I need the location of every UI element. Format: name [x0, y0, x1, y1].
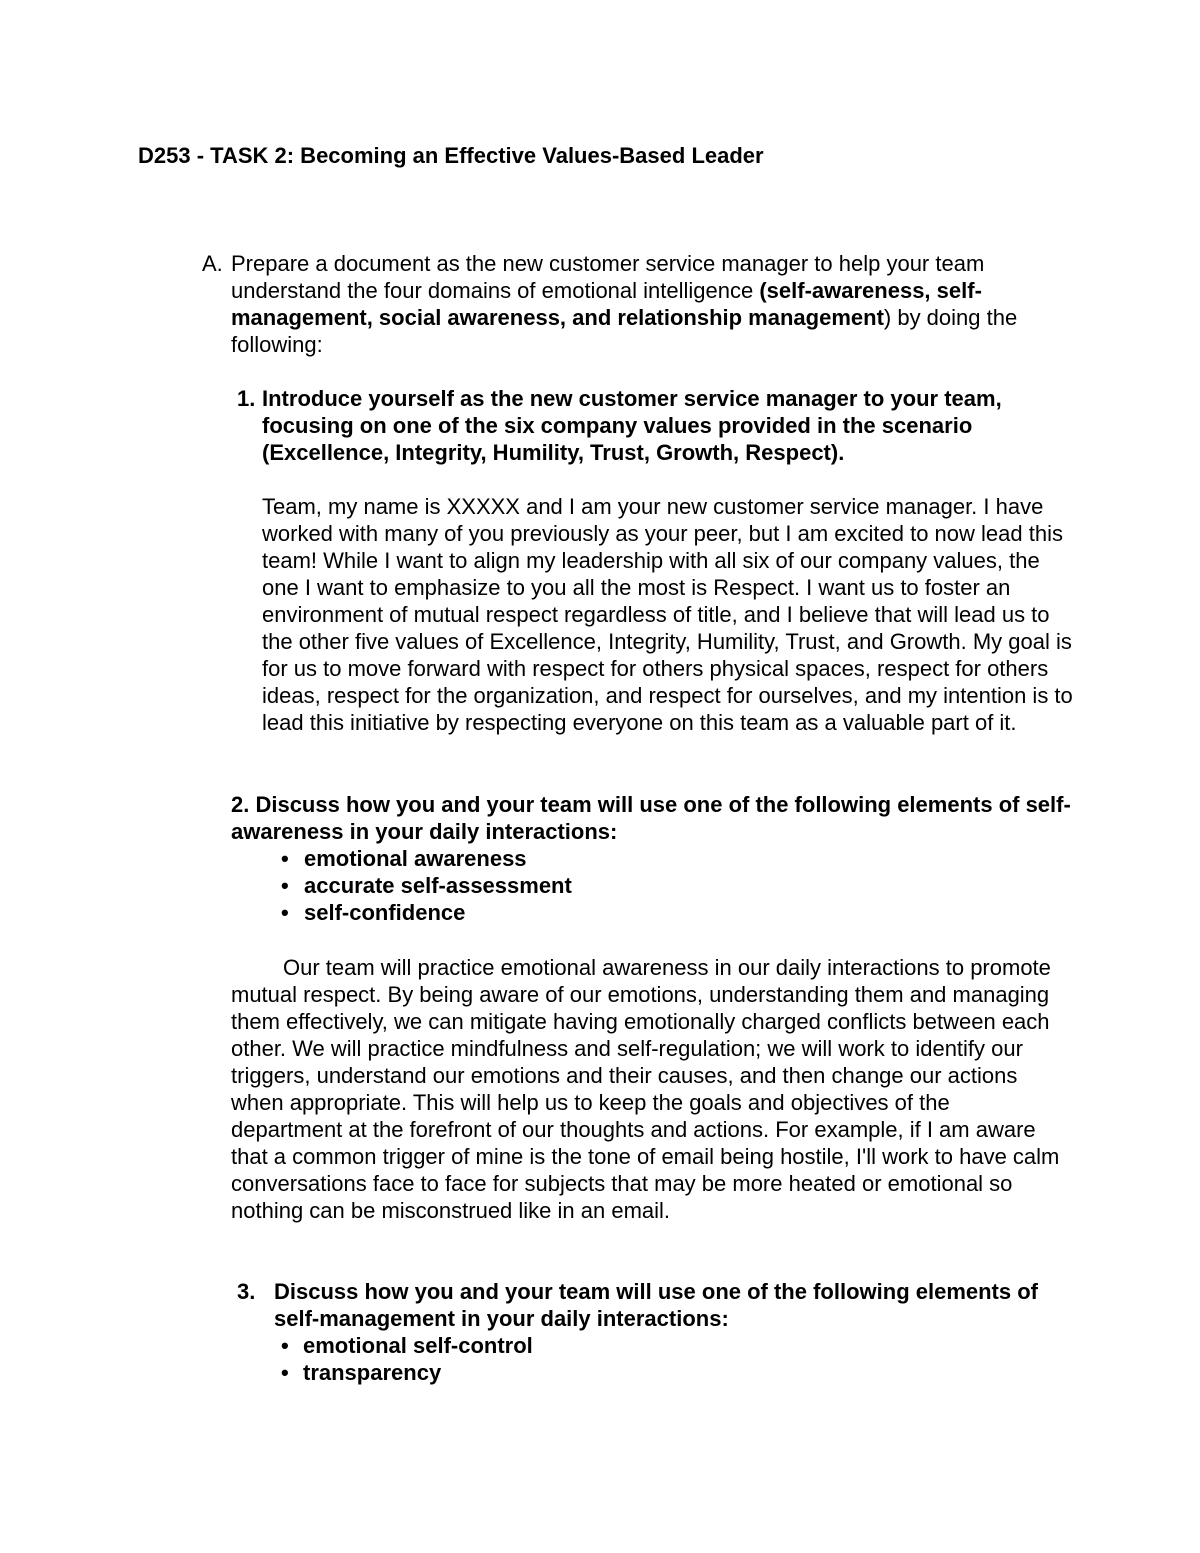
document-title: D253 - TASK 2: Becoming an Effective Values-Based Leader	[138, 143, 764, 168]
question-3-number: 3.	[237, 1279, 256, 1304]
bullet-icon: •	[281, 873, 289, 898]
bullet-item	[231, 872, 1081, 899]
section-a-text-after: ) by doing the following:	[231, 305, 1018, 357]
section-a-text-bold: (self-awareness, self-management, social awareness, and relationship management	[231, 278, 982, 330]
section-a-text-before: Prepare a document as the new customer service manager to help your team understand the four domains of emotional intelligence	[231, 251, 985, 303]
question-3-bullets	[237, 1332, 1082, 1386]
question-2-prompt: 2. Discuss how you and your team will use one of the following elements of self-awareness in your daily interactions:	[231, 792, 1071, 844]
question-2-bullets	[231, 845, 1081, 926]
question-1-prompt: Introduce yourself as the new customer service manager to your team, focusing on one of the six company values provided in the scenario (Excellence, Integrity, Humility, Trust, Growth, Respect).	[262, 386, 1002, 465]
section-a-marker: A.	[202, 251, 223, 276]
bullet-text: emotional awareness	[304, 846, 527, 871]
bullet-item	[237, 1332, 1082, 1359]
answer-2-text: Our team will practice emotional awareness in our daily interactions to promote mutual respect. By being aware of our emotions, understanding them and managing them effectively, we can mitigate having emotionally charged conflicts between each other. We will practice mindfulness and self-regulation; we will work to identify our triggers, understand our emotions and their causes, and then change our actions when appropriate. This will help us to keep the goals and objectives of the department at the forefront of our thoughts and actions. For example, if I am aware that a common trigger of mine is the tone of email being hostile, I'll work to have calm conversations face to face for subjects that may be more heated or emotional so nothing can be misconstrued like in an email.	[231, 955, 1060, 1223]
section-a-text	[231, 250, 1051, 358]
bullet-icon: •	[281, 846, 289, 871]
question-3	[237, 1278, 1082, 1386]
bullet-icon: •	[281, 1360, 289, 1385]
answer-1: Team, my name is XXXXX and I am your new customer service manager. I have worked with many of you previously as your peer, but I am excited to now lead this team! While I want to align my leadership with all six of our company values, the one I want to emphasize to you all the most is Respect. I want us to foster an environment of mutual respect regardless of title, and I believe that will lead us to the other five values of Excellence, Integrity, Humility, Trust, and Growth. My goal is for us to move forward with respect for others physical spaces, respect for others ideas, respect for the organization, and respect for ourselves, and my intention is to lead this initiative by respecting everyone on this team as a valuable part of it.	[262, 494, 1073, 735]
section-a	[202, 250, 1082, 358]
bullet-text: emotional self-control	[303, 1333, 533, 1358]
bullet-text: transparency	[303, 1360, 442, 1385]
answer-2	[231, 954, 1066, 1224]
question-1	[237, 385, 1077, 466]
question-1-number: 1.	[237, 386, 256, 411]
bullet-text: accurate self-assessment	[304, 873, 572, 898]
bullet-icon: •	[281, 900, 289, 925]
bullet-text: self-confidence	[304, 900, 466, 925]
bullet-item	[231, 845, 1081, 872]
bullet-item	[237, 1359, 1082, 1386]
question-2	[231, 791, 1081, 926]
bullet-icon: •	[281, 1333, 289, 1358]
question-3-prompt: Discuss how you and your team will use one of the following elements of self-management in your daily interactions:	[274, 1279, 1038, 1331]
bullet-item	[231, 899, 1081, 926]
